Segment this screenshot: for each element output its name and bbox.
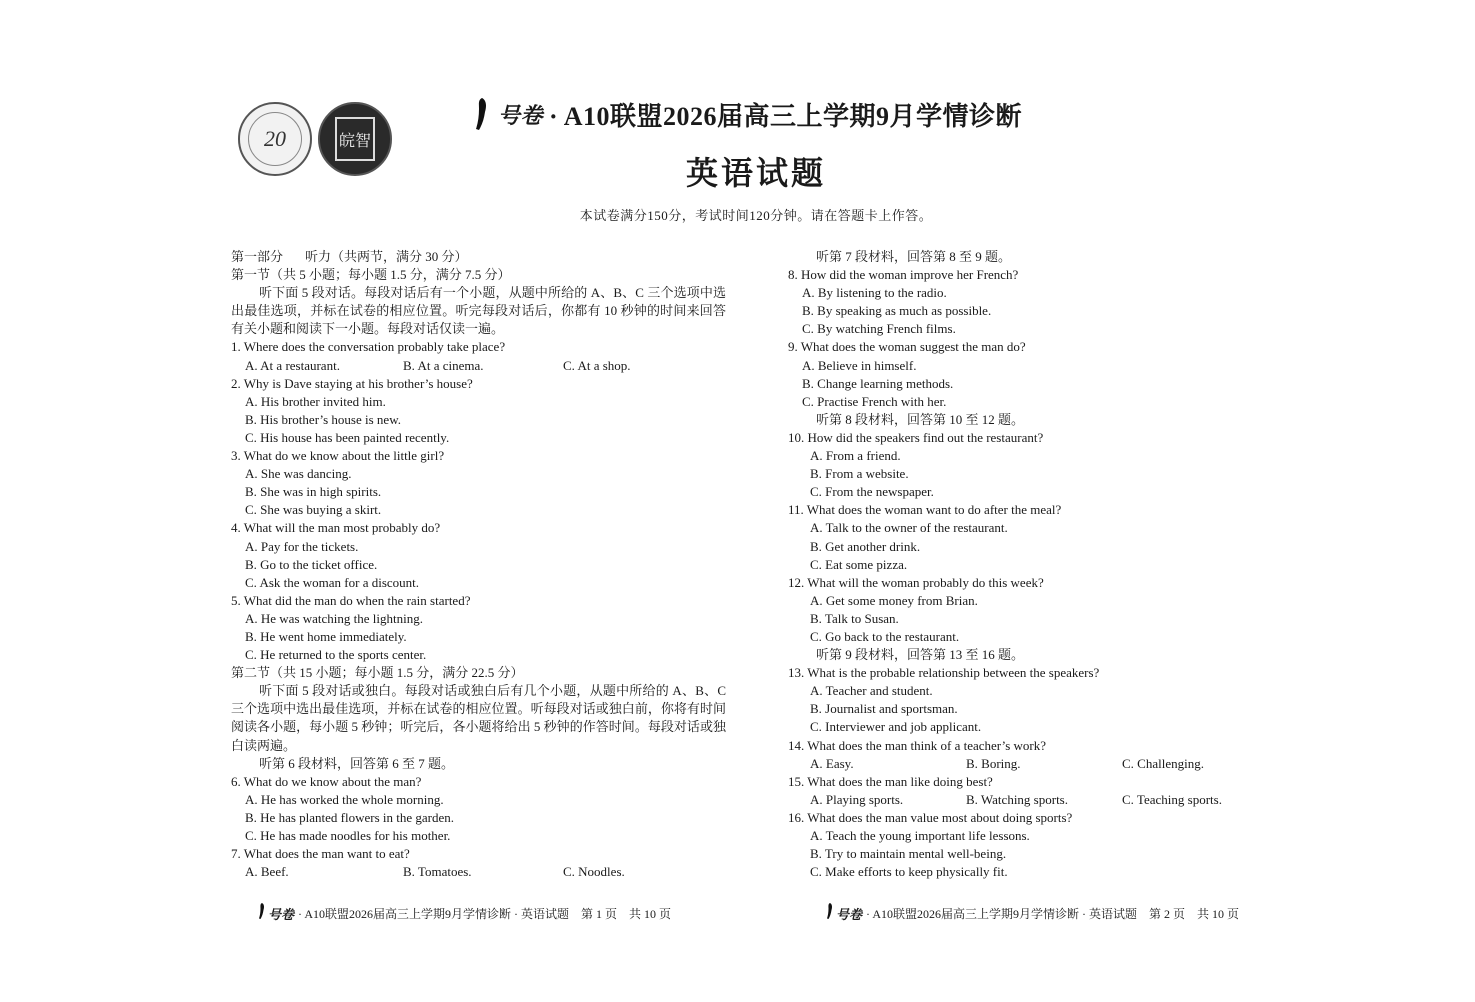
option: C. Interviewer and job applicant. bbox=[810, 719, 982, 735]
question: 4. What will the man most probably do? bbox=[231, 520, 441, 536]
option: C. Go back to the restaurant. bbox=[810, 628, 960, 644]
option: A. Teach the young important life lessons. bbox=[810, 828, 1030, 843]
option-row bbox=[231, 863, 726, 881]
question: 7. What does the man want to eat? bbox=[231, 846, 410, 862]
exam-title: · A10联盟2026届高三上学期9月学情诊断 bbox=[549, 101, 1023, 131]
option: C. She was buying a skirt. bbox=[245, 502, 382, 518]
option: B. He has planted flowers in the garden. bbox=[245, 809, 455, 825]
left-column bbox=[231, 248, 726, 881]
option: C. At a shop. bbox=[563, 357, 631, 373]
option: C. Eat some pizza. bbox=[810, 556, 908, 572]
option: C. From the newspaper. bbox=[810, 484, 934, 500]
part-heading: 第一部分 听力（共两节，满分 30 分） bbox=[231, 249, 468, 264]
option: C. Noodles. bbox=[563, 864, 625, 880]
question: 16. What does the man value most about doing sports? bbox=[788, 809, 1073, 825]
option: A. From a friend. bbox=[810, 448, 901, 464]
listening-instruction: 听第 9 段材料，回答第 13 至 16 题。 bbox=[816, 647, 1025, 663]
option: A. By listening to the radio. bbox=[802, 285, 947, 301]
option-row bbox=[788, 755, 1248, 773]
question: 10. How did the speakers find out the restaurant? bbox=[788, 429, 1044, 445]
option: A. He has worked the whole morning. bbox=[245, 791, 444, 807]
section-instructions: 听下面 5 段对话。每段对话后有一个小题，从题中所给的 A、B、C 三个选项中选出最佳选项，并标在试卷的相应位置。听完每段对话后，你都有 10 秒钟的时间来回答有关小题和阅读下一小题。每段对话仅读一遍。 bbox=[231, 285, 726, 337]
option: A. Teacher and student. bbox=[810, 683, 933, 699]
option: B. Tomatoes. bbox=[403, 864, 472, 880]
wanzhi-logo-mark: 皖智 bbox=[335, 117, 375, 161]
exam-header bbox=[474, 92, 1022, 136]
option: C. Practise French with her. bbox=[802, 393, 947, 409]
footer-text: · A10联盟2026届高三上学期9月学情诊断 · 英语试题 第 2 页 共 10 页 bbox=[866, 906, 1240, 921]
section-instructions: 听下面 5 段对话或独白。每段对话或独白后有几个小题，从题中所给的 A、B、C 三个选项中选出最佳选项，并标在试卷的相应位置。听每段对话或独白前，你将有时间阅读各小题，每小题 5 秒钟；听完后，各小题将给出 5 秒钟的作答时间。每段对话或独白读两遍。 bbox=[231, 683, 726, 753]
footer-text: · A10联盟2026届高三上学期9月学情诊断 · 英语试题 第 1 页 共 10 页 bbox=[298, 906, 672, 921]
question: 11. What does the woman want to do after the meal? bbox=[788, 502, 1062, 518]
option: C. He has made noodles for his mother. bbox=[245, 828, 451, 844]
section-heading: 第二节（共 15 小题；每小题 1.5 分，满分 22.5 分） bbox=[231, 665, 524, 681]
question: 9. What does the woman suggest the man do? bbox=[788, 339, 1026, 355]
option: B. She was in high spirits. bbox=[245, 484, 382, 500]
footer-brand: 号卷 bbox=[268, 906, 295, 922]
option: B. His brother’s house is new. bbox=[245, 411, 401, 427]
option: B. By speaking as much as possible. bbox=[802, 303, 992, 319]
option-row bbox=[788, 791, 1248, 809]
option: A. Get some money from Brian. bbox=[810, 592, 978, 608]
option: A. Pay for the tickets. bbox=[245, 538, 359, 554]
brush-stroke-icon bbox=[258, 902, 266, 924]
option: C. Make efforts to keep physically fit. bbox=[810, 864, 1008, 880]
question: 2. Why is Dave staying at his brother’s house? bbox=[231, 375, 473, 391]
option: B. At a cinema. bbox=[403, 357, 484, 373]
option: A. His brother invited him. bbox=[245, 393, 386, 409]
option: A. Easy. bbox=[810, 755, 854, 771]
option: C. Challenging. bbox=[1122, 755, 1204, 771]
option: A. Believe in himself. bbox=[802, 357, 917, 373]
option-row bbox=[231, 357, 726, 375]
option: B. Try to maintain mental well-being. bbox=[810, 846, 1007, 862]
question: 13. What is the probable relationship between the speakers? bbox=[788, 665, 1100, 681]
option: B. Boring. bbox=[966, 755, 1021, 771]
option: B. Journalist and sportsman. bbox=[810, 701, 958, 717]
option: C. By watching French films. bbox=[802, 321, 956, 337]
footer-brand: 号卷 bbox=[836, 906, 863, 922]
question: 6. What do we know about the man? bbox=[231, 773, 422, 789]
question: 8. How did the woman improve her French? bbox=[788, 267, 1019, 283]
right-column bbox=[788, 248, 1248, 881]
page-footer-right bbox=[826, 902, 1239, 924]
brush-stroke-icon bbox=[826, 902, 834, 924]
option: B. From a website. bbox=[810, 466, 909, 482]
listening-instruction: 听第 6 段材料，回答第 6 至 7 题。 bbox=[259, 755, 455, 771]
page-title: 英语试题 bbox=[685, 155, 826, 191]
option: C. His house has been painted recently. bbox=[245, 429, 450, 445]
exam-instructions: 本试卷满分150分，考试时间120分钟。请在答题卡上作答。 bbox=[579, 208, 933, 223]
option: B. Talk to Susan. bbox=[810, 610, 899, 626]
question: 1. Where does the conversation probably take place? bbox=[231, 339, 506, 355]
brush-stroke-icon bbox=[474, 97, 490, 131]
option: C. He returned to the sports center. bbox=[245, 647, 427, 663]
question: 3. What do we know about the little girl? bbox=[231, 448, 445, 464]
page-footer-left bbox=[258, 902, 671, 924]
option: C. Teaching sports. bbox=[1122, 791, 1222, 807]
section-heading: 第一节（共 5 小题；每小题 1.5 分，满分 7.5 分） bbox=[231, 267, 511, 283]
option: B. He went home immediately. bbox=[245, 628, 407, 644]
listening-instruction: 听第 7 段材料，回答第 8 至 9 题。 bbox=[816, 249, 1012, 264]
brand-script: 号卷 bbox=[498, 102, 544, 128]
option: B. Get another drink. bbox=[810, 538, 921, 554]
option: A. She was dancing. bbox=[245, 466, 352, 482]
question: 12. What will the woman probably do this week? bbox=[788, 574, 1044, 590]
option: A. He was watching the lightning. bbox=[245, 610, 423, 626]
option: B. Change learning methods. bbox=[802, 375, 954, 391]
question: 15. What does the man like doing best? bbox=[788, 773, 993, 789]
question: 14. What does the man think of a teacher’s work? bbox=[788, 737, 1046, 753]
option: B. Watching sports. bbox=[966, 791, 1068, 807]
option: C. Ask the woman for a discount. bbox=[245, 574, 420, 590]
listening-instruction: 听第 8 段材料，回答第 10 至 12 题。 bbox=[816, 411, 1025, 427]
alliance-logo-mark: 20 bbox=[248, 112, 302, 166]
option: A. Talk to the owner of the restaurant. bbox=[810, 520, 1008, 536]
option: A. Playing sports. bbox=[810, 791, 904, 807]
question: 5. What did the man do when the rain started? bbox=[231, 592, 471, 608]
option: A. Beef. bbox=[245, 864, 289, 880]
option: B. Go to the ticket office. bbox=[245, 556, 378, 572]
option: A. At a restaurant. bbox=[245, 357, 340, 373]
